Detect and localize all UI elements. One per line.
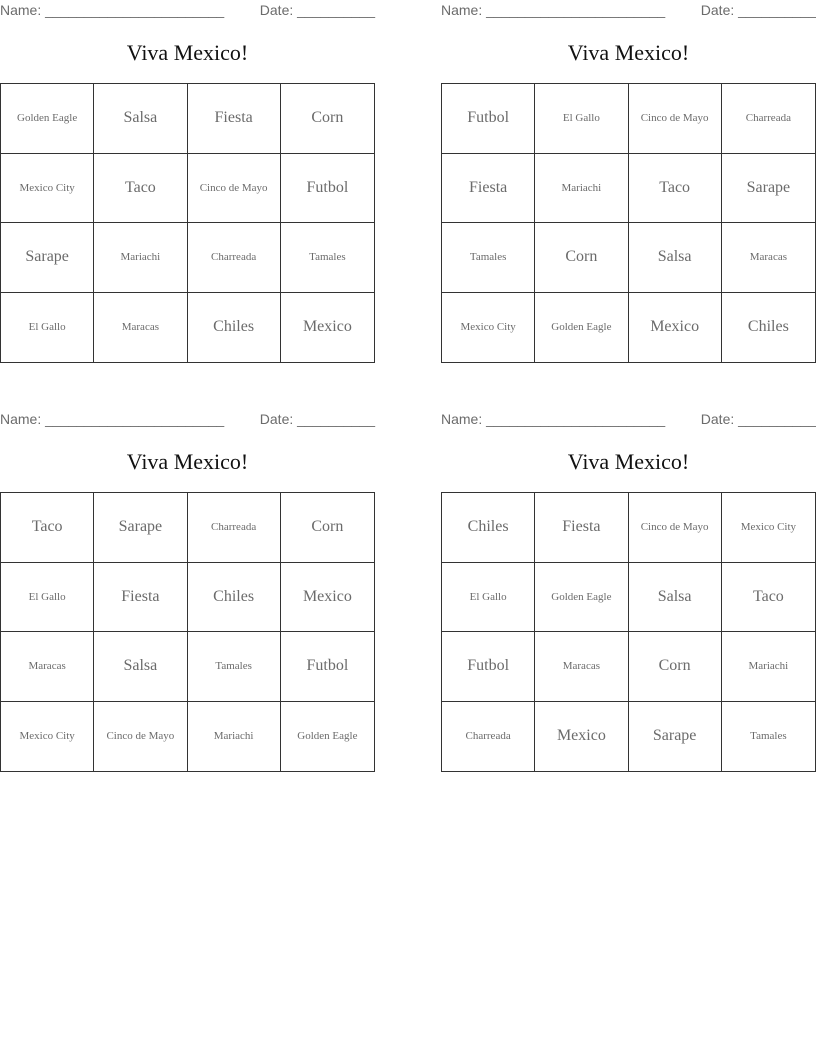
- bingo-cell: Fiesta: [442, 154, 535, 224]
- card-title: Viva Mexico!: [126, 449, 249, 474]
- bingo-cell: Fiesta: [94, 563, 187, 633]
- bingo-card-1: [0, 0, 375, 336]
- header-row: [0, 409, 375, 429]
- bingo-cell: Sarape: [629, 702, 722, 772]
- bingo-cell: Fiesta: [188, 84, 281, 154]
- bingo-cell: Corn: [629, 632, 722, 702]
- bingo-cell: Sarape: [94, 493, 187, 563]
- header-row: [441, 409, 816, 429]
- bingo-cell: Mexico City: [1, 154, 94, 224]
- bingo-cell: Tamales: [188, 632, 281, 702]
- bingo-cell: Taco: [1, 493, 94, 563]
- bingo-card-2: [441, 0, 816, 336]
- bingo-card-4: [441, 409, 816, 745]
- bingo-cell: Chiles: [442, 493, 535, 563]
- bingo-cell: El Gallo: [1, 293, 94, 363]
- bingo-cell: Futbol: [442, 632, 535, 702]
- bingo-grid: [0, 492, 375, 772]
- bingo-cell: Futbol: [281, 154, 374, 224]
- bingo-cell: Mexico: [302, 318, 352, 336]
- bingo-cell: Charreada: [188, 493, 281, 563]
- date-field-label: Date: __________: [259, 411, 375, 427]
- bingo-cell: Taco: [94, 154, 187, 224]
- bingo-cell: Sarape: [1, 223, 94, 293]
- bingo-cell: Charreada: [188, 223, 281, 293]
- date-field-label: Date: __________: [700, 411, 816, 427]
- card-title: Viva Mexico!: [567, 449, 690, 474]
- card-title: Viva Mexico!: [567, 40, 690, 65]
- bingo-cell: Mexico City: [722, 493, 815, 563]
- bingo-cell: Mexico: [281, 563, 374, 633]
- bingo-cell: Cinco de Mayo: [629, 84, 722, 154]
- bingo-cell: Corn: [535, 223, 628, 293]
- bingo-cell: Tamales: [442, 223, 535, 293]
- bingo-cell: Maracas: [535, 632, 628, 702]
- bingo-cell: Maracas: [1, 632, 94, 702]
- bingo-grid: [0, 83, 375, 363]
- bingo-cell: El Gallo: [535, 84, 628, 154]
- bingo-cell: Mexico: [535, 702, 628, 772]
- bingo-cell: Corn: [281, 493, 374, 563]
- bingo-cell: Taco: [629, 154, 722, 224]
- date-field-label: Date: __________: [700, 2, 816, 18]
- bingo-cell: Mexico City: [1, 702, 94, 772]
- bingo-cell: Cinco de Mayo: [188, 154, 281, 224]
- header-row: [0, 0, 375, 20]
- bingo-grid: [441, 83, 816, 363]
- bingo-cell: Mariachi: [94, 223, 187, 293]
- bingo-cell: Sarape: [722, 154, 815, 224]
- name-field-label: Name: _______________________: [0, 411, 225, 427]
- bingo-cell: Golden Eagle: [535, 293, 628, 363]
- bingo-cell: Chiles: [188, 563, 281, 633]
- bingo-cell: Taco: [722, 563, 815, 633]
- bingo-cell: Mexico: [629, 293, 722, 363]
- bingo-cell: Chiles: [188, 293, 281, 363]
- bingo-cell: Tamales: [281, 223, 374, 293]
- bingo-cell: Corn: [281, 84, 374, 154]
- bingo-cell: Golden Eagle: [535, 563, 628, 633]
- bingo-cell: Maracas: [722, 223, 815, 293]
- bingo-cell: Salsa: [629, 223, 722, 293]
- bingo-cell: Charreada: [722, 84, 815, 154]
- bingo-cell: El Gallo: [1, 563, 94, 633]
- header-row: [441, 0, 816, 20]
- bingo-cell: El Gallo: [442, 563, 535, 633]
- bingo-cell: Mexico City: [442, 293, 535, 363]
- bingo-cell: Mariachi: [535, 154, 628, 224]
- bingo-cell: Chiles: [747, 318, 789, 336]
- bingo-cell: Cinco de Mayo: [629, 493, 722, 563]
- bingo-cell: Futbol: [442, 84, 535, 154]
- bingo-cell: Fiesta: [535, 493, 628, 563]
- bingo-card-3: [0, 409, 375, 743]
- bingo-grid: [441, 492, 816, 772]
- bingo-cell: Golden Eagle: [1, 84, 94, 154]
- bingo-cell: Salsa: [94, 84, 187, 154]
- bingo-cell: Charreada: [442, 702, 535, 772]
- bingo-cell: Salsa: [94, 632, 187, 702]
- name-field-label: Name: _______________________: [441, 411, 666, 427]
- bingo-cell: Golden Eagle: [297, 730, 358, 743]
- date-field-label: Date: __________: [259, 2, 375, 18]
- name-field-label: Name: _______________________: [441, 2, 666, 18]
- bingo-cell: Cinco de Mayo: [94, 702, 187, 772]
- bingo-cell: Mariachi: [722, 632, 815, 702]
- bingo-cell: Tamales: [750, 730, 787, 743]
- bingo-cell: Salsa: [629, 563, 722, 633]
- card-title: Viva Mexico!: [126, 40, 249, 65]
- bingo-cell: Futbol: [281, 632, 374, 702]
- bingo-cell: Maracas: [94, 293, 187, 363]
- bingo-cell: Mariachi: [188, 702, 281, 772]
- name-field-label: Name: _______________________: [0, 2, 225, 18]
